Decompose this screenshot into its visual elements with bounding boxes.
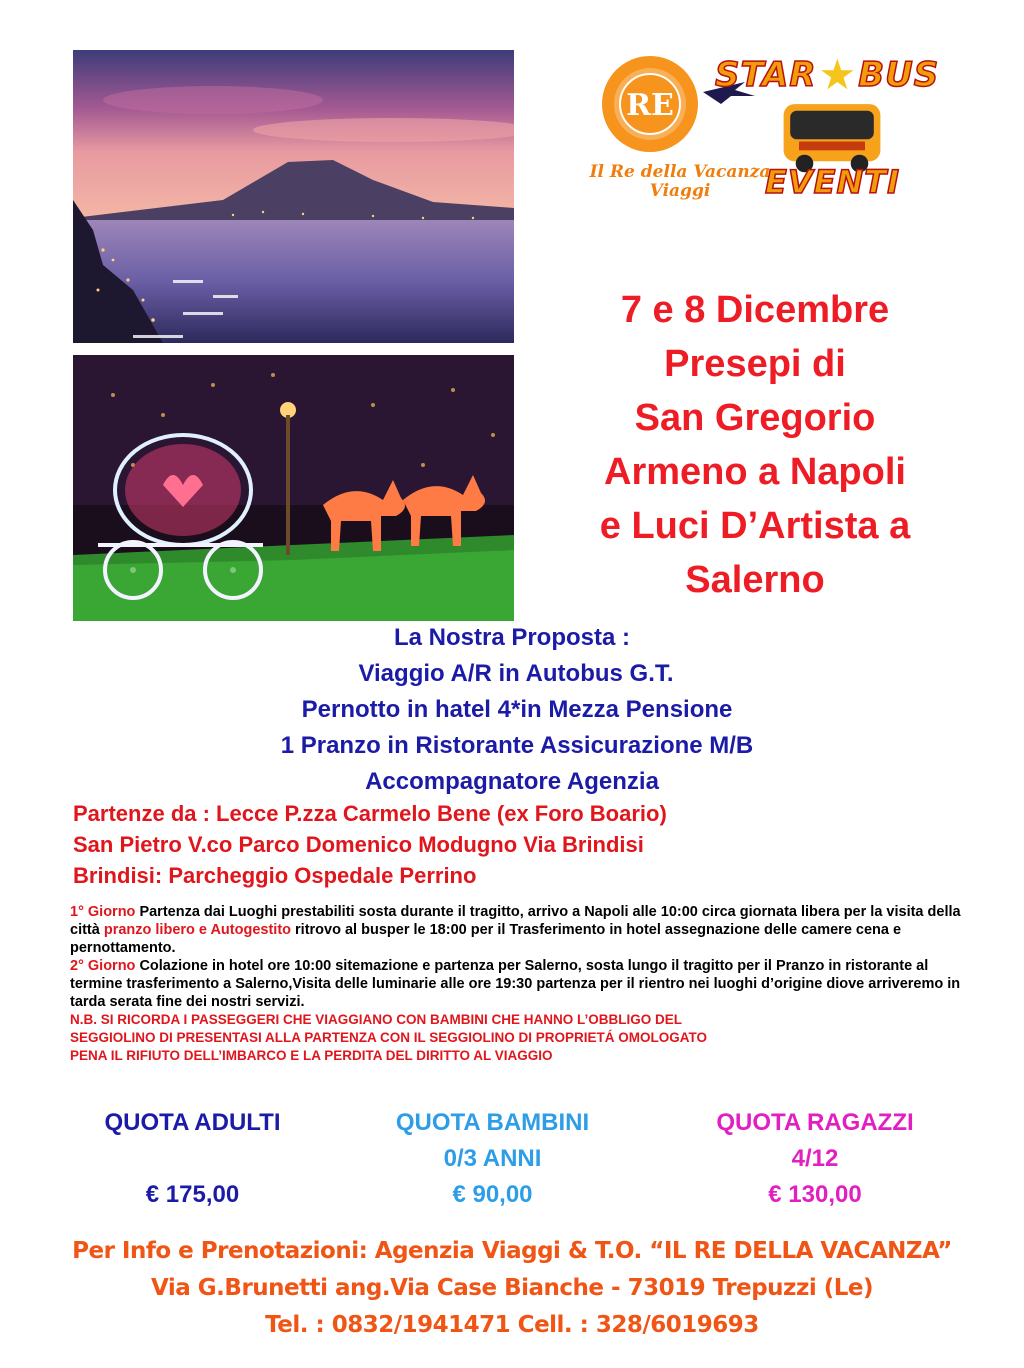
- proposal-line: Pernotto in hatel 4*in Mezza Pensione: [301, 696, 733, 723]
- headline-line: Armeno a Napoli: [604, 451, 906, 493]
- departure-line: San Pietro V.co Parco Domenico Modugno Via Brindisi: [73, 832, 644, 857]
- price-amount: € 90,00: [452, 1181, 533, 1208]
- headline-line: Presepi di: [664, 343, 846, 385]
- starbus-logo: [715, 51, 950, 205]
- proposal-line: 1 Pranzo in Ristorante Assicurazione M/B: [280, 732, 754, 759]
- headline-line: San Gregorio: [634, 397, 876, 439]
- day1-highlight: pranzo libero e Autogestito: [103, 922, 292, 938]
- agency-mark-text: RE: [626, 88, 674, 123]
- nb-line: N.B. SI RICORDA I PASSEGGERI CHE VIAGGIANO CON BAMBINI CHE HANNO L’OBBLIGO DEL: [70, 1012, 683, 1027]
- day1-text-a: Partenza dai Luoghi prestabiliti sosta durante il tragitto, arrivo a Napoli alle 10:00 circa giornata libera per la visita della città: [70, 904, 961, 938]
- headline-line: e Luci D’Artista a: [599, 505, 911, 547]
- itinerary: [70, 903, 965, 1065]
- day1-label: 1° Giorno: [70, 904, 136, 920]
- price-title: QUOTA RAGAZZI: [716, 1109, 914, 1136]
- agency-name-line2: Viaggi: [649, 180, 711, 201]
- price-amount: € 130,00: [768, 1181, 862, 1208]
- day2-label: 2° Giorno: [70, 958, 136, 974]
- day1-text-b: ritrovo al busper le 18:00 per il Trasferimento in hotel assegnazione delle camere cena e pernottamento.: [70, 922, 902, 956]
- day2-paragraph: [70, 957, 965, 1011]
- headline-line: Salerno: [685, 559, 825, 601]
- contact-footer: [0, 1233, 1024, 1344]
- headline: [520, 283, 990, 607]
- departures: [73, 798, 1003, 891]
- proposal-line: Accompagnatore Agenzia: [365, 768, 659, 795]
- price-adulti: [50, 1105, 335, 1213]
- proposal-line: Viaggio A/R in Autobus G.T.: [358, 660, 674, 687]
- starbus-eventi-text: EVENTI: [765, 163, 900, 201]
- price-sub: [50, 1141, 335, 1177]
- price-title: QUOTA ADULTI: [104, 1109, 281, 1136]
- nb-line: SEGGIOLINO DI PRESENTASI ALLA PARTENZA CON IL SEGGIOLINO DI PROPRIETÁ OMOLOGATO: [70, 1030, 708, 1045]
- nb-notice: [70, 1011, 965, 1065]
- star-icon: ★: [818, 51, 857, 98]
- headline-line: 7 e 8 Dicembre: [620, 289, 890, 331]
- price-sub: 0/3 ANNI: [443, 1145, 542, 1172]
- footer-line: Per Info e Prenotazioni: Agenzia Viaggi & T.O. “IL RE DELLA VACANZA”: [72, 1238, 952, 1264]
- proposal-title: La Nostra Proposta :: [393, 624, 631, 651]
- nb-line: PENA IL RIFIUTO DELL’IMBARCO E LA PERDITA DEL DIRITTO AL VIAGGIO: [70, 1048, 553, 1063]
- photo-naples-bay: [73, 50, 514, 343]
- day1-paragraph: [70, 903, 965, 957]
- starbus-right-text: BUS: [858, 55, 940, 95]
- agency-name-line1: Il Re della Vacanza: [589, 162, 771, 182]
- price-amount: € 175,00: [145, 1181, 240, 1208]
- footer-line: Tel. : 0832/1941471 Cell. : 328/6019693: [265, 1312, 759, 1338]
- price-sub: 4/12: [791, 1145, 839, 1172]
- starbus-left-text: STAR: [715, 55, 817, 95]
- departure-line: Partenze da : Lecce P.zza Carmelo Bene (ex Foro Boario): [73, 801, 667, 826]
- footer-line: Via G.Brunetti ang.Via Case Bianche - 73019 Trepuzzi (Le): [150, 1275, 873, 1301]
- price-title: QUOTA BAMBINI: [395, 1109, 590, 1136]
- day2-text: Colazione in hotel ore 10:00 sitemazione e partenza per Salerno, sosta lungo il tragitto per il Pranzo in ristorante al termine trasferimento a Salerno,Visita delle luminarie alle ore 19:30 partenza per il rientro nei luoghi d’origine diove arriveremo in tarda serata fine dei nostri servizi.: [70, 958, 961, 1010]
- departure-line: Brindisi: Parcheggio Ospedale Perrino: [73, 863, 477, 888]
- price-bambini: [345, 1105, 640, 1213]
- photo-light-carriage: [73, 355, 514, 621]
- proposal: [0, 620, 1024, 800]
- price-ragazzi: [665, 1105, 965, 1213]
